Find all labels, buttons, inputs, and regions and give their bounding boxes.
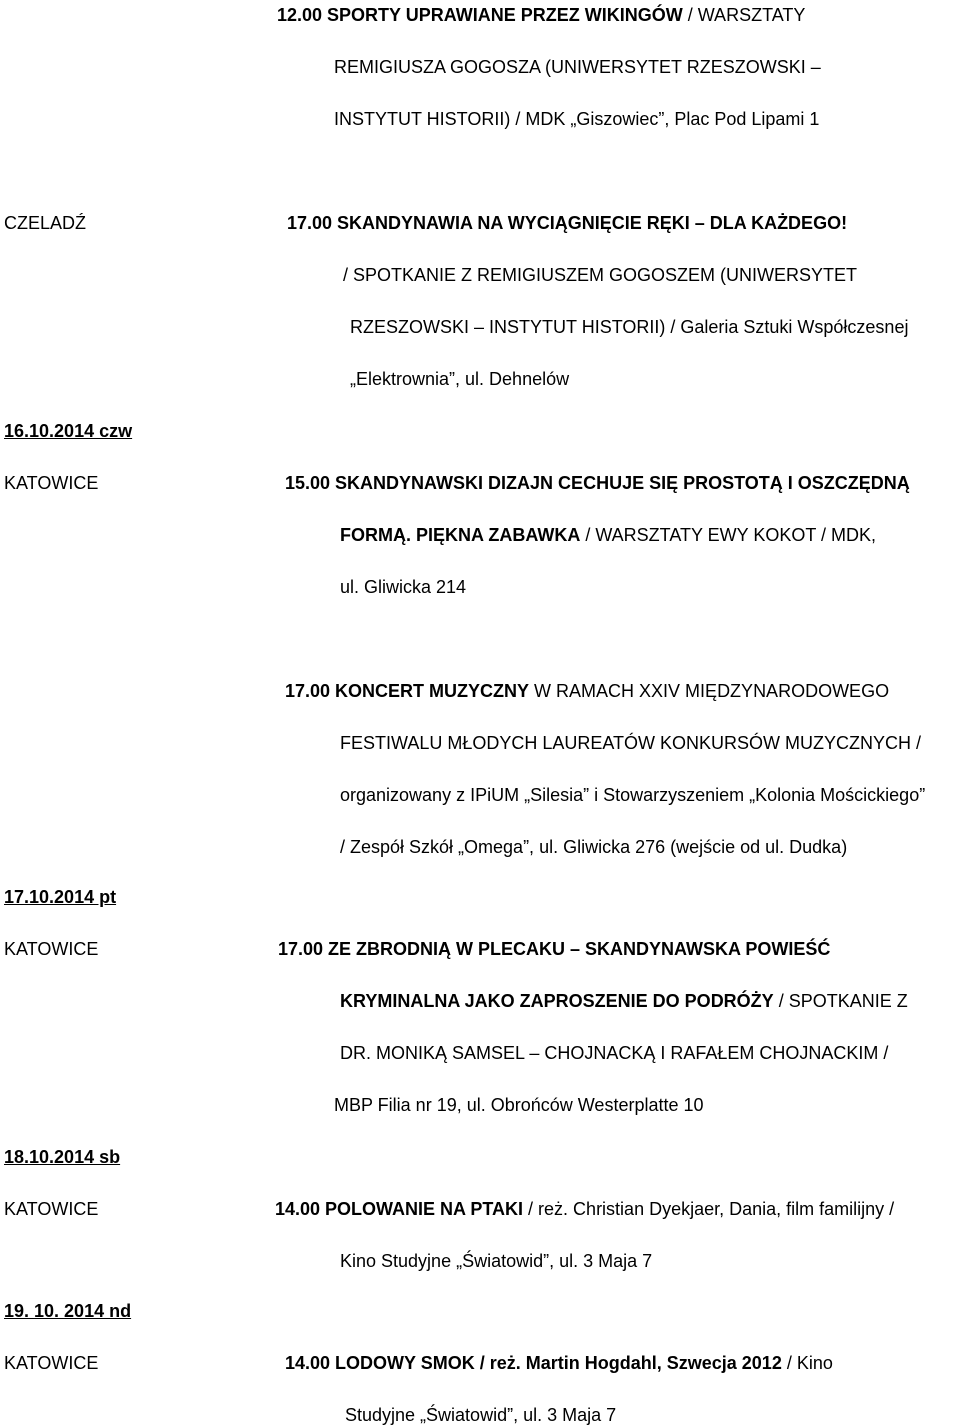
event-date: 16.10.2014 czw [4, 421, 133, 441]
text: / Kino [781, 1353, 833, 1373]
event-line [285, 472, 910, 494]
bold-text: 12.00 [277, 5, 328, 25]
text: organizowany z IPiUM „Silesia” i Stowarzyszeniem „Kolonia Mościckiego” [340, 785, 926, 805]
text: W RAMACH XXIV MIĘDZYNARODOWEGO [529, 681, 890, 701]
event-line [278, 938, 830, 960]
text: Studyjne „Światowid”, ul. 3 Maja 7 [345, 1405, 617, 1425]
bold-text: LODOWY SMOK [335, 1353, 475, 1373]
text: / WARSZTATY EWY KOKOT / MDK, [580, 525, 877, 545]
text: / SPOTKANIE Z REMIGIUSZEM GOGOSZEM (UNIWERSYTET [343, 265, 858, 285]
bold-text: POLOWANIE NA PTAKI [325, 1199, 524, 1219]
text: FESTIWALU MŁODYCH LAUREATÓW KONKURSÓW MUZYCZNYCH / [340, 733, 922, 753]
event-line [340, 990, 908, 1012]
bold-text: 15.00 [285, 473, 336, 493]
text: INSTYTUT HISTORII) / MDK „Giszowiec”, Plac Pod Lipami 1 [334, 109, 820, 129]
event-date: 17.10.2014 pt [4, 887, 117, 907]
text: / Zespół Szkół „Omega”, ul. Gliwicka 276 (wejście od ul. Dudka) [340, 837, 848, 857]
event-city: KATOWICE [4, 939, 99, 959]
event-city: KATOWICE [4, 1199, 99, 1219]
event-line [334, 1094, 704, 1116]
event-line [340, 732, 921, 754]
event-line [340, 576, 466, 598]
bold-text: SKANDYNAWSKI DIZAJN CECHUJE SIĘ PROSTOTĄ I OSZCZĘDNĄ [335, 473, 910, 493]
event-line [285, 680, 889, 702]
bold-text: 14.00 [275, 1199, 326, 1219]
event-line [340, 1250, 652, 1272]
event-line [275, 1198, 894, 1220]
bold-text: SKANDYNAWIA NA WYCIĄGNIĘCIE RĘKI – DLA KAŻDEGO! [337, 213, 848, 233]
text: / SPOTKANIE Z [773, 991, 908, 1011]
event-line [345, 1404, 616, 1426]
bold-text: 17.00 [278, 939, 329, 959]
text: REMIGIUSZA GOGOSZA (UNIWERSYTET RZESZOWSKI – [334, 57, 821, 77]
text: ul. Gliwicka 214 [340, 577, 467, 597]
bold-text: ZE ZBRODNIĄ W PLECAKU – SKANDYNAWSKA POWIEŚĆ [328, 939, 831, 959]
bold-text: SPORTY UPRAWIANE PRZEZ WIKINGÓW [327, 5, 683, 25]
bold-text: FORMĄ. PIĘKNA ZABAWKA [340, 525, 581, 545]
event-date: 19. 10. 2014 nd [4, 1301, 132, 1321]
event-line [277, 4, 805, 26]
event-date: 18.10.2014 sb [4, 1147, 121, 1167]
bold-text: 17.00 [285, 681, 336, 701]
event-line [340, 524, 876, 546]
event-line [340, 784, 925, 806]
event-line [287, 212, 847, 234]
bold-text: / reż. [474, 1353, 526, 1373]
bold-text: KRYMINALNA JAKO ZAPROSZENIE DO PODRÓŻY [340, 991, 774, 1011]
event-line [285, 1352, 833, 1374]
bold-text: 17.00 [287, 213, 338, 233]
text: DR. MONIKĄ SAMSEL – CHOJNACKĄ I RAFAŁEM CHOJNACKIM / [340, 1043, 889, 1063]
event-line [350, 368, 569, 390]
event-line [340, 1042, 888, 1064]
event-line [350, 316, 908, 338]
text: RZESZOWSKI – INSTYTUT HISTORII) / Galeria Sztuki Współczesnej [350, 317, 909, 337]
text: MBP Filia nr 19, ul. Obrońców Westerplatte 10 [334, 1095, 704, 1115]
event-line [334, 56, 821, 78]
bold-text: 14.00 [285, 1353, 336, 1373]
text: / WARSZTATY [682, 5, 806, 25]
text: „Elektrownia”, ul. Dehnelów [350, 369, 570, 389]
text: / reż. Christian Dyekjaer, Dania, film familijny / [523, 1199, 895, 1219]
event-city: KATOWICE [4, 473, 99, 493]
event-line [340, 836, 847, 858]
bold-text: KONCERT MUZYCZNY [335, 681, 530, 701]
event-line [343, 264, 857, 286]
text: Kino Studyjne „Światowid”, ul. 3 Maja 7 [340, 1251, 653, 1271]
event-city: CZELADŹ [4, 213, 87, 233]
bold-text: Martin Hogdahl, Szwecja 2012 [525, 1353, 782, 1373]
event-line [334, 108, 819, 130]
event-city: KATOWICE [4, 1353, 99, 1373]
